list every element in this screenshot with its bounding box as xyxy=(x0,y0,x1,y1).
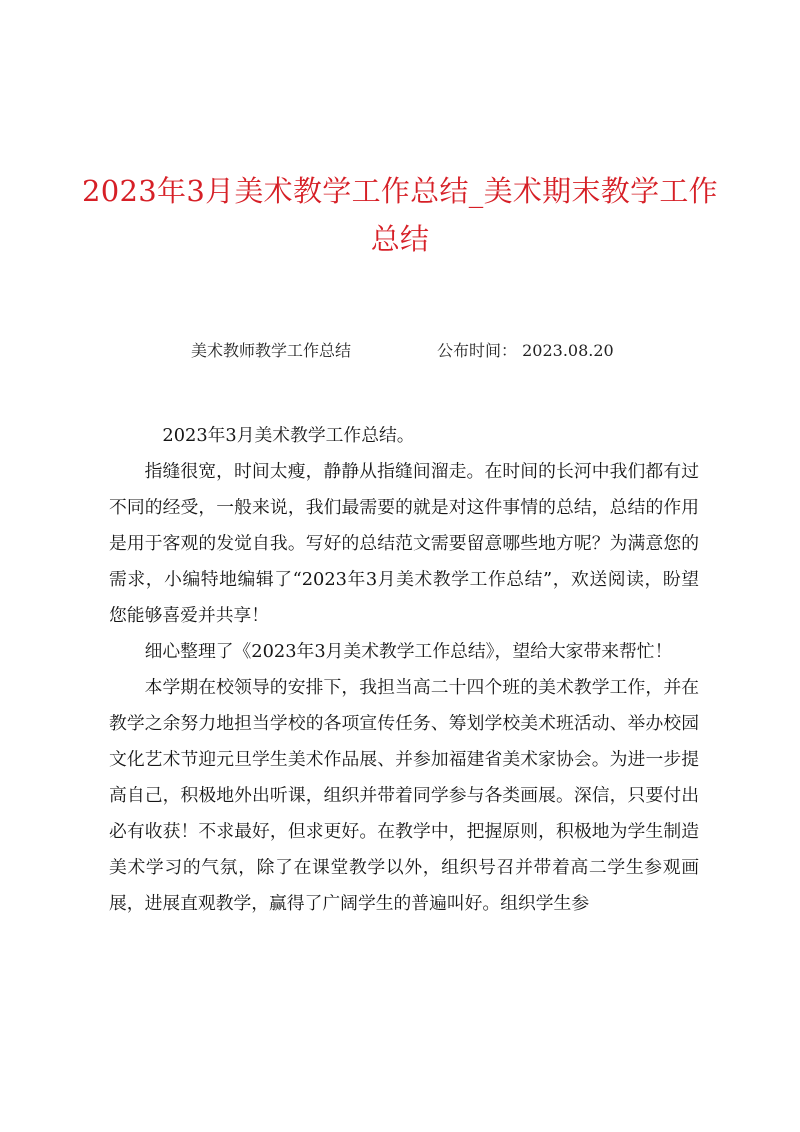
paragraph-4: 本学期在校领导的安排下，我担当高二十四个班的美术教学工作，并在教学之余努力地担当学校的各项宣传任务、筹划学校美术班活动、举办校园文化艺术节迎元旦学生美术作品展、并参加福建省美术家协会。为进一步提高自己，积极地外出听课，组织并带着同学参与各类画展。深信，只要付出必有收获！不求最好，但求更好。在教学中，把握原则，积极地为学生制造美术学习的气氛，除了在课堂教学以外，组织号召并带着高二学生参观画展，进展直观教学，赢得了广阔学生的普遍叫好。组织学生参 xyxy=(109,677,699,914)
paragraph-2: 指缝很宽，时间太瘦，静静从指缝间溜走。在时间的长河中我们都有过不同的经受，一般来说，我们最需要的就是对这件事情的总结，总结的作用是用于客观的发觉自我。写好的总结范文需要留意哪些地方呢？为满意您的需求，小编特地编辑了“2023年3月美术教学工作总结”，欢送阅读，盼望您能够喜爱并共享！ xyxy=(109,461,699,626)
document-title: 2023年3月美术教学工作总结_美术期末教学工作总结 xyxy=(82,174,718,256)
source-category: 美术教师教学工作总结 xyxy=(191,341,352,360)
publish-date: 2023.08.20 xyxy=(522,341,614,360)
paragraph-3: 细心整理了《2023年3月美术教学工作总结》，望给大家带来帮忙！ xyxy=(144,641,673,662)
publish-date-label: 公布时间： xyxy=(437,341,518,360)
paragraph-1: 2023年3月美术教学工作总结。 xyxy=(162,425,415,446)
document-body xyxy=(109,418,699,922)
publish-info xyxy=(437,338,614,364)
document-meta xyxy=(0,338,800,364)
